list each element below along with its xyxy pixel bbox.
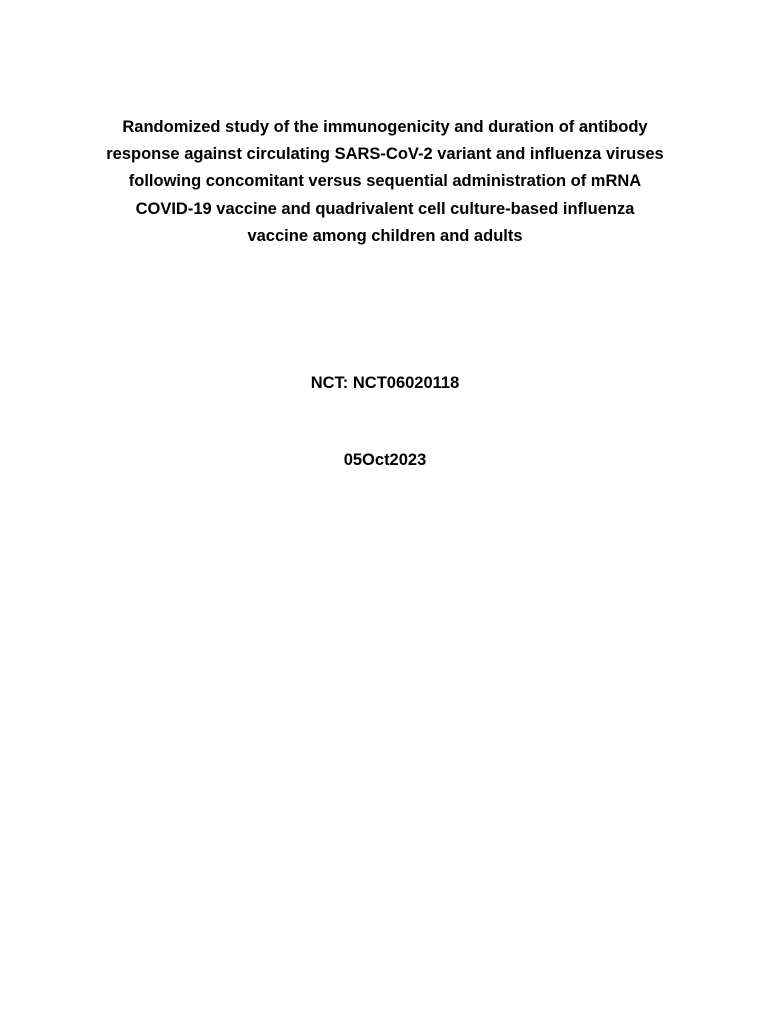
title-line-5: vaccine among children and adults	[247, 226, 523, 245]
document-date: 05Oct2023	[343, 451, 427, 469]
title-line-2: response against circulating SARS-CoV-2 variant and influenza viruses	[106, 145, 664, 164]
title-line-4: COVID-19 vaccine and quadrivalent cell culture-based influenza	[135, 199, 635, 218]
document-title	[80, 114, 690, 250]
nct-number: NCT: NCT06020118	[310, 374, 460, 392]
title-line-3: following concomitant versus sequential administration of mRNA	[128, 172, 642, 191]
title-line-1: Randomized study of the immunogenicity and duration of antibody	[122, 118, 648, 136]
